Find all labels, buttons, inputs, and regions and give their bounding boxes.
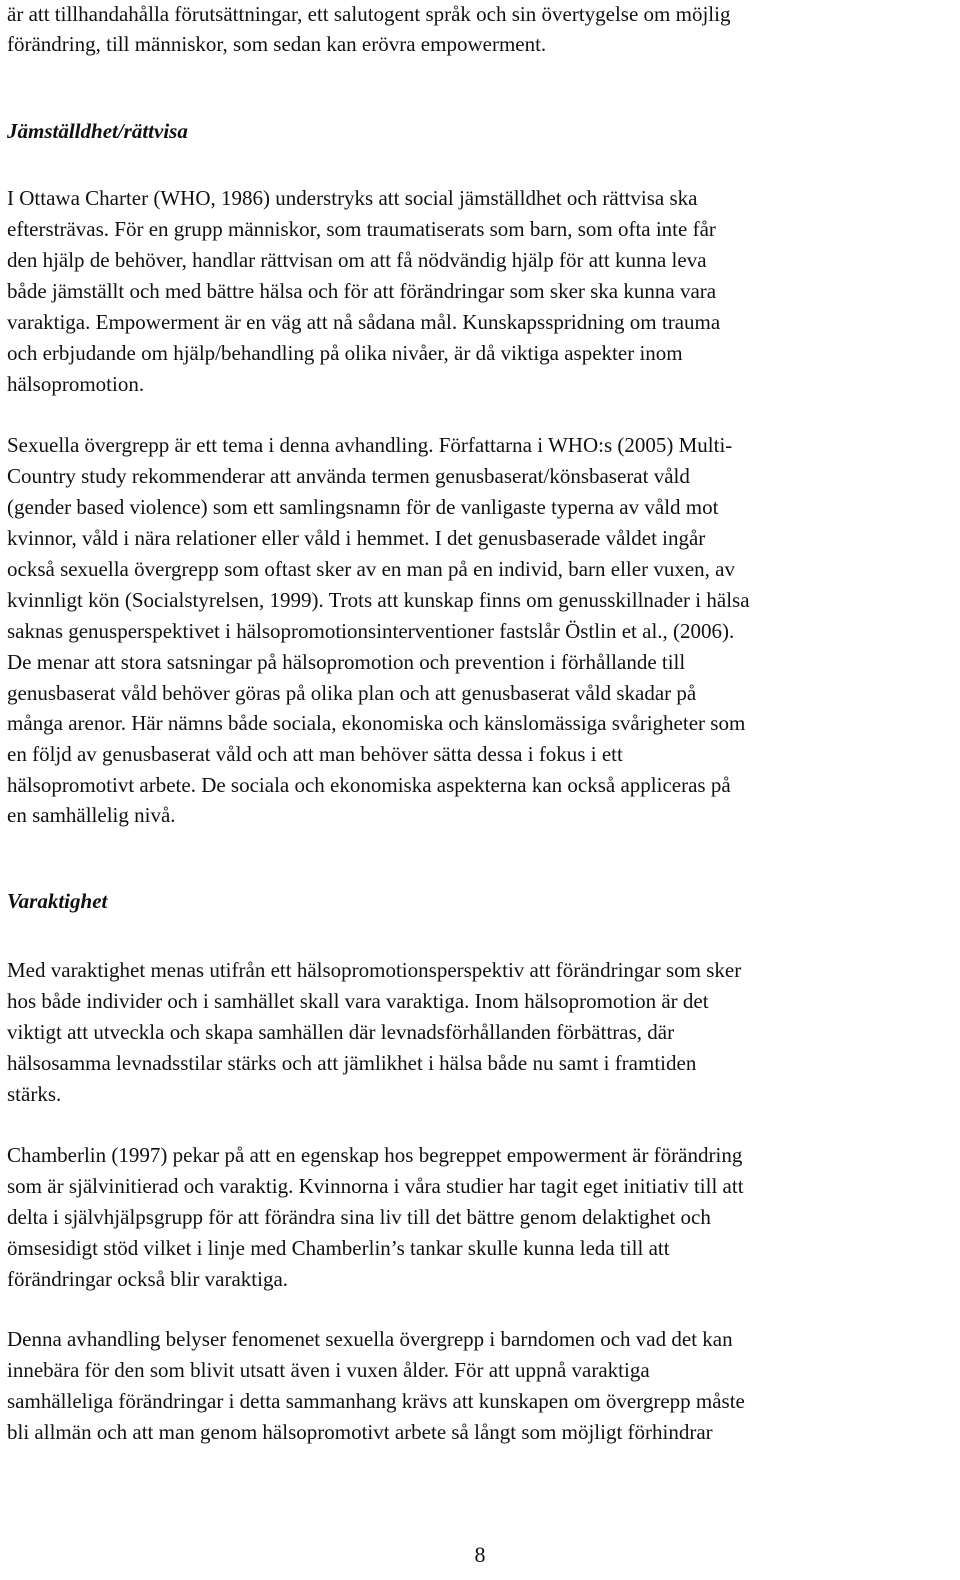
text-line: en följd av genusbaserat våld och att man behöver sätta dessa i fokus i ett <box>7 742 623 766</box>
text-line: bli allmän och att man genom hälsopromotivt arbete så långt som möjligt förhindrar <box>7 1420 713 1444</box>
text-line: både jämställt och med bättre hälsa och för att förändringar som sker ska kunna vara <box>7 279 717 303</box>
text-line: kvinnligt kön (Socialstyrelsen, 1999). Trots att kunskap finns om genusskillnader i hälsa <box>7 588 750 612</box>
text-line: varaktiga. Empowerment är en väg att nå sådana mål. Kunskapsspridning om trauma <box>7 310 721 334</box>
text-line: samhälleliga förändringar i detta sammanhang krävs att kunskapen om övergrepp måste <box>7 1389 745 1413</box>
text-line: en samhällelig nivå. <box>7 803 176 827</box>
text-line: Med varaktighet menas utifrån ett hälsopromotionsperspektiv att förändringar som sker <box>7 958 742 982</box>
text-line: också sexuella övergrepp som oftast sker av en man på en individ, barn eller vuxen, av <box>7 557 735 581</box>
text-line: och erbjudande om hjälp/behandling på olika nivåer, är då viktiga aspekter inom <box>7 341 683 365</box>
text-line: innebära för den som blivit utsatt även i vuxen ålder. För att uppnå varaktiga <box>7 1358 650 1382</box>
text-line: Chamberlin (1997) pekar på att en egenskap hos begreppet empowerment är förändring <box>7 1143 743 1167</box>
text-line: förändring, till människor, som sedan kan erövra empowerment. <box>7 32 547 56</box>
text-line: delta i självhjälpsgrupp för att förändra sina liv till det bättre genom delaktighet och <box>7 1205 711 1229</box>
text-line: genusbaserat våld behöver göras på olika plan och att genusbaserat våld skadar på <box>7 681 697 705</box>
section-heading-jamstalldhet: Jämställdhet/rättvisa <box>7 119 188 143</box>
text-line: (gender based violence) som ett samlingsnamn för de vanligaste typerna av våld mot <box>7 495 719 519</box>
text-line: I Ottawa Charter (WHO, 1986) understryks att social jämställdhet och rättvisa ska <box>7 186 698 210</box>
text-line: hos både individer och i samhället skall vara varaktiga. Inom hälsopromotion är det <box>7 989 709 1013</box>
text-line: eftersträvas. För en grupp människor, som traumatiserats som barn, som ofta inte får <box>7 217 716 241</box>
text-line: hälsopromotion. <box>7 372 145 396</box>
text-line: den hjälp de behöver, handlar rättvisan om att få nödvändig hjälp för att kunna leva <box>7 248 707 272</box>
text-line: stärks. <box>7 1082 62 1106</box>
text-line: saknas genusperspektivet i hälsopromotionsinterventioner fastslår Östlin et al., (2006). <box>7 619 735 643</box>
text-line: viktigt att utveckla och skapa samhällen där levnadsförhållanden förbättras, där <box>7 1020 675 1044</box>
section-heading-varaktighet: Varaktighet <box>7 889 108 913</box>
text-line: hälsopromotivt arbete. De sociala och ekonomiska aspekterna kan också appliceras på <box>7 773 731 797</box>
text-line: är att tillhandahålla förutsättningar, ett salutogent språk och sin övertygelse om möjlig <box>7 2 731 26</box>
text-line: förändringar också blir varaktiga. <box>7 1267 289 1291</box>
page-number: 8 <box>474 1542 486 1567</box>
text-line: Sexuella övergrepp är ett tema i denna avhandling. Författarna i WHO:s (2005) Multi- <box>7 433 733 457</box>
text-line: De menar att stora satsningar på hälsopromotion och prevention i förhållande till <box>7 650 686 674</box>
text-line: som är självinitierad och varaktig. Kvinnorna i våra studier har tagit eget initiativ till att <box>7 1174 744 1198</box>
text-line: många arenor. Här nämns både sociala, ekonomiska och känslomässiga svårigheter som <box>7 711 746 735</box>
text-line: Denna avhandling belyser fenomenet sexuella övergrepp i barndomen och vad det kan <box>7 1327 733 1351</box>
text-line: ömsesidigt stöd vilket i linje med Chamberlin’s tankar skulle kunna leda till att <box>7 1236 670 1260</box>
text-line: Country study rekommenderar att använda termen genusbaserat/könsbaserat våld <box>7 464 690 488</box>
text-line: hälsosamma levnadsstilar stärks och att jämlikhet i hälsa både nu samt i framtiden <box>7 1051 697 1075</box>
text-line: kvinnor, våld i nära relationer eller våld i hemmet. I det genusbaserade våldet ingår <box>7 526 706 550</box>
